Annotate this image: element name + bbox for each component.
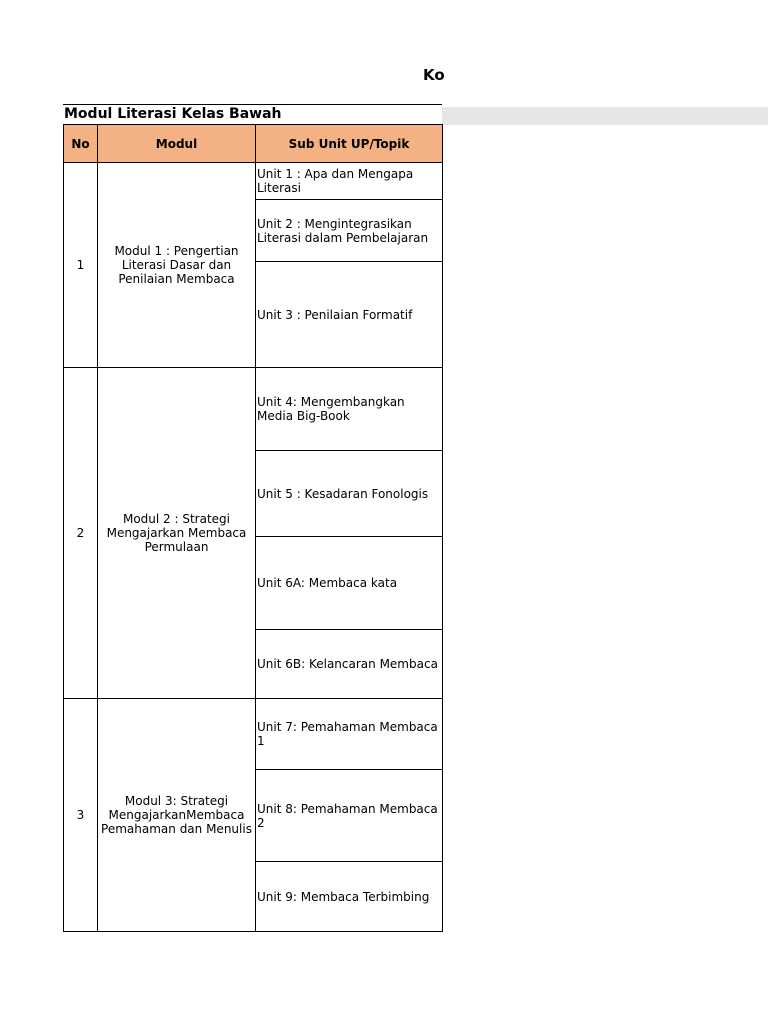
unit-cell: Unit 2 : Mengintegrasikan Literasi dalam Pembelajaran xyxy=(256,200,443,262)
section-title: Modul Literasi Kelas Bawah xyxy=(63,104,442,124)
module-name: Modul 1 : Pengertian Literasi Dasar dan Penilaian Membaca xyxy=(98,163,256,368)
unit-cell: Unit 6A: Membaca kata xyxy=(256,537,443,630)
module-name: Modul 3: Strategi MengajarkanMembaca Pemahaman dan Menulis xyxy=(98,699,256,932)
unit-cell: Unit 6B: Kelancaran Membaca xyxy=(256,630,443,699)
unit-cell: Unit 9: Membaca Terbimbing xyxy=(256,862,443,932)
unit-cell: Unit 8: Pemahaman Membaca 2 xyxy=(256,770,443,862)
table-header-row xyxy=(64,125,443,163)
module-number: 2 xyxy=(64,368,98,699)
section-header-band xyxy=(442,107,768,125)
unit-cell: Unit 5 : Kesadaran Fonologis xyxy=(256,451,443,537)
header-modul: Modul xyxy=(98,125,256,163)
unit-cell: Unit 3 : Penilaian Formatif xyxy=(256,262,443,368)
table-row xyxy=(64,699,443,770)
unit-cell: Unit 7: Pemahaman Membaca 1 xyxy=(256,699,443,770)
table-row xyxy=(64,163,443,200)
module-name: Modul 2 : Strategi Mengajarkan Membaca Permulaan xyxy=(98,368,256,699)
page-title: Ko xyxy=(423,66,445,84)
module-number: 1 xyxy=(64,163,98,368)
unit-cell: Unit 1 : Apa dan Mengapa Literasi xyxy=(256,163,443,200)
header-unit: Sub Unit UP/Topik xyxy=(256,125,443,163)
header-no: No xyxy=(64,125,98,163)
module-number: 3 xyxy=(64,699,98,932)
unit-cell: Unit 4: Mengembangkan Media Big-Book xyxy=(256,368,443,451)
table-row xyxy=(64,368,443,451)
module-table xyxy=(63,124,443,932)
